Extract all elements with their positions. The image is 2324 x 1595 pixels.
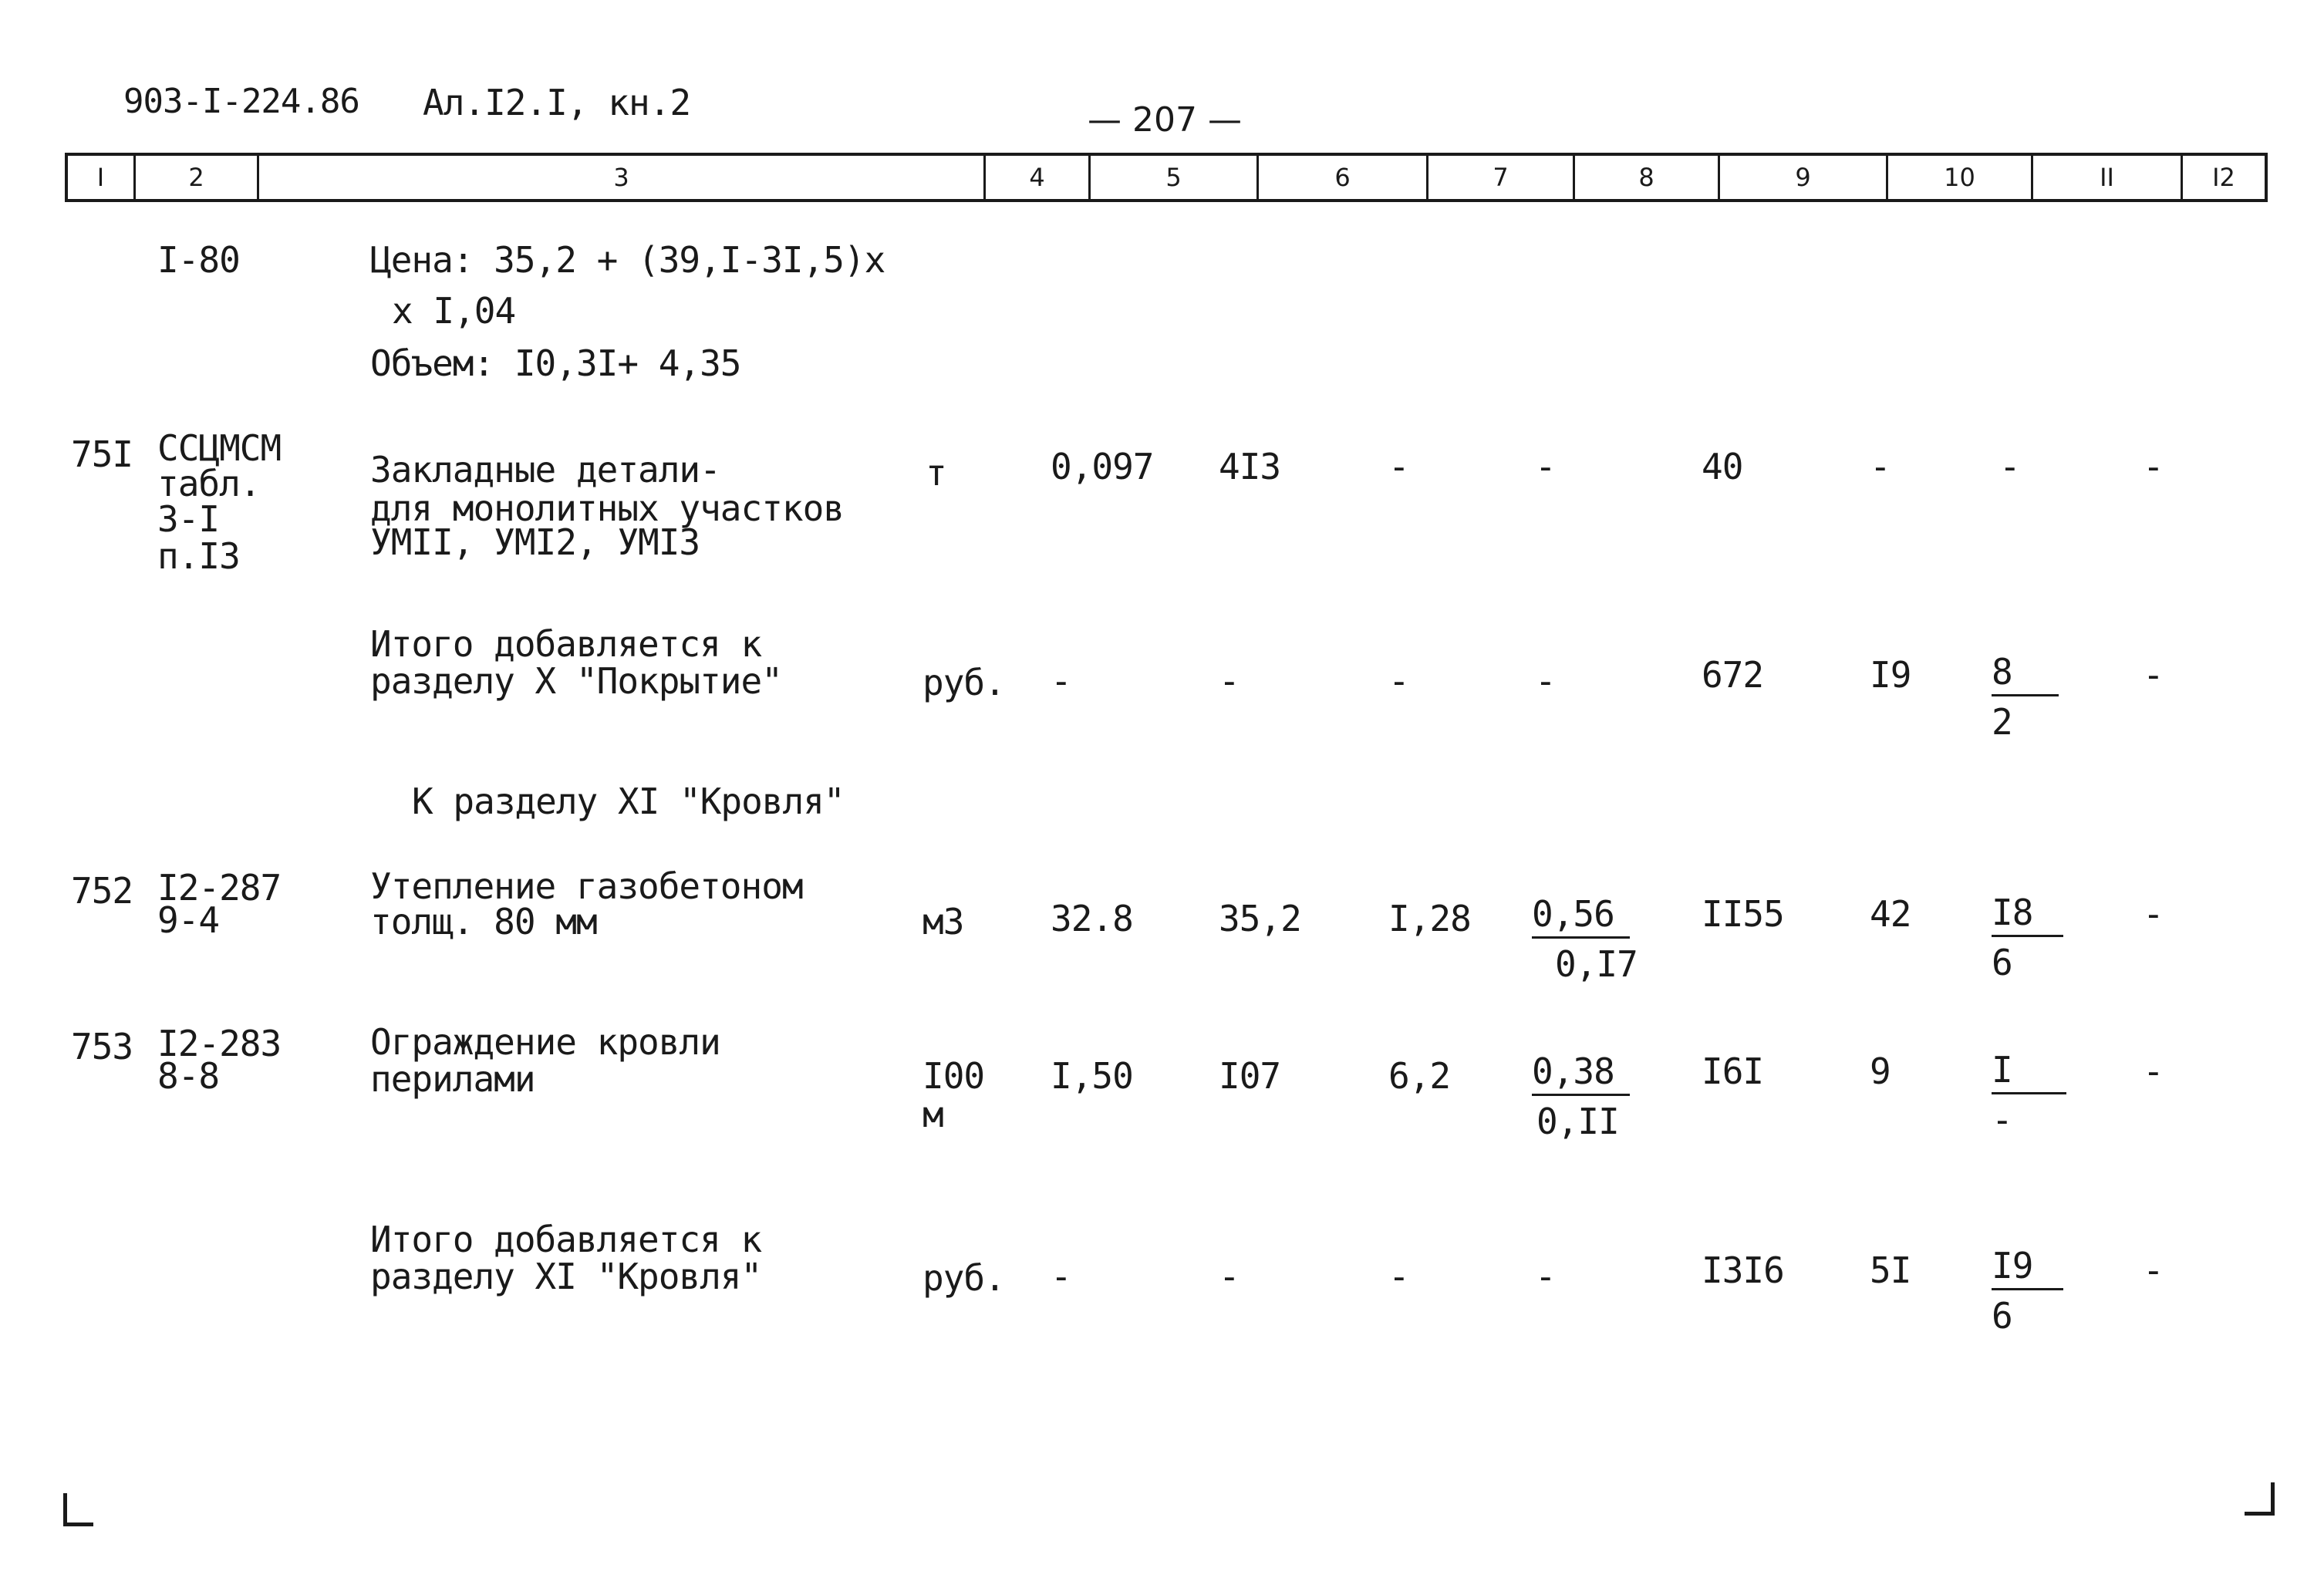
fraction-numerator: 8 <box>1992 654 2059 696</box>
column-number: 7 <box>1428 156 1575 199</box>
item-name: Ограждение кровли <box>370 1021 720 1063</box>
cell-col5: I,50 <box>1051 1055 1133 1097</box>
cell-col11-fraction <box>1992 892 2063 983</box>
cell-col7: I,28 <box>1388 898 1471 939</box>
column-number: II <box>2033 156 2183 199</box>
cell-col5: - <box>1051 660 1071 702</box>
unit: м3 <box>923 901 964 942</box>
album-reference: Ал.I2.I, кн.2 <box>423 82 691 123</box>
price-formula-line-1: Цена: 35,2 + (39,I-3I,5)x <box>370 239 885 281</box>
column-number: 8 <box>1575 156 1720 199</box>
fraction-numerator: I8 <box>1992 895 2063 937</box>
cell-col10: 9 <box>1870 1050 1891 1092</box>
cell-col8-fraction <box>1532 893 1638 985</box>
fraction-numerator: I <box>1992 1052 2066 1094</box>
column-number: I2 <box>2212 163 2235 192</box>
norm-reference: табл. <box>157 463 261 504</box>
price-formula-line-2: x I,04 <box>392 290 516 332</box>
column-number: 10 <box>1888 156 2033 199</box>
fraction-denominator: 0,II <box>1536 1101 1619 1142</box>
cell-col7: - <box>1388 1256 1409 1297</box>
column-number: 5 <box>1091 156 1259 199</box>
norm-reference: 3-I <box>157 498 220 540</box>
cell-col9: II55 <box>1702 893 1784 935</box>
cell-col12: - <box>2143 446 2164 487</box>
unit: м <box>923 1094 943 1135</box>
price-note-ref: I-80 <box>157 239 240 281</box>
column-number: 6 <box>1259 156 1428 199</box>
cell-col12: - <box>2143 1050 2164 1092</box>
norm-reference: 9-4 <box>157 899 220 941</box>
cell-col11-fraction <box>1992 1049 2066 1141</box>
unit: I00 <box>923 1055 985 1097</box>
fraction-numerator: 0,38 <box>1532 1054 1630 1096</box>
cell-col5: - <box>1051 1256 1071 1297</box>
cell-col5: 0,097 <box>1051 446 1154 487</box>
unit: руб. <box>923 662 1005 703</box>
row-number: 753 <box>71 1026 133 1067</box>
cell-col9: I6I <box>1702 1050 1764 1092</box>
norm-reference: I2-287 <box>157 867 282 909</box>
cell-col8-fraction <box>1532 1050 1630 1142</box>
cell-col12: - <box>2143 893 2164 935</box>
cell-col10: 5I <box>1870 1249 1911 1291</box>
column-number: 9 <box>1720 156 1888 199</box>
column-number: I <box>68 156 136 199</box>
item-name: для монолитных участков <box>370 487 844 529</box>
cell-col6: I07 <box>1219 1055 1281 1097</box>
volume-formula: Объем: I0,3I+ 4,35 <box>370 342 741 384</box>
subtotal-label: разделу X "Покрытие" <box>370 660 782 702</box>
section-title: К разделу XI "Кровля" <box>412 781 845 822</box>
cell-col9: I3I6 <box>1702 1249 1784 1291</box>
item-name: Закладные детали- <box>370 449 720 491</box>
fraction-denominator: 6 <box>1992 1295 2012 1337</box>
norm-reference: I2-283 <box>157 1023 282 1064</box>
fraction-denominator: 6 <box>1992 942 2012 983</box>
item-name: перилами <box>370 1058 535 1100</box>
norm-reference: ССЦМСМ <box>157 427 282 469</box>
corner-mark-bottom-left <box>63 1493 93 1526</box>
cell-col9: 672 <box>1702 654 1764 696</box>
unit: т <box>926 452 946 494</box>
cell-col12: - <box>2143 1249 2164 1291</box>
subtotal-label: разделу XI "Кровля" <box>370 1256 762 1297</box>
cell-col10: - <box>1870 446 1891 487</box>
cell-col7: - <box>1388 660 1409 702</box>
subtotal-label: Итого добавляется к <box>370 1219 762 1260</box>
norm-reference: 8-8 <box>157 1055 220 1097</box>
cell-col5: 32.8 <box>1051 898 1133 939</box>
cell-col9: 40 <box>1702 446 1743 487</box>
cell-col12: - <box>2143 654 2164 696</box>
cell-col11-fraction <box>1992 651 2059 743</box>
cell-col6: - <box>1219 1256 1240 1297</box>
cell-col10: 42 <box>1870 893 1911 935</box>
cell-col6: 35,2 <box>1219 898 1301 939</box>
column-number-ruler <box>65 153 2268 202</box>
item-name: УМII, УМI2, УМI3 <box>370 521 700 563</box>
row-number: 75I <box>71 433 133 475</box>
cell-col7: - <box>1388 446 1409 487</box>
cell-col8: - <box>1535 660 1556 702</box>
cell-col6: 4I3 <box>1219 446 1281 487</box>
column-number: 2 <box>136 156 259 199</box>
row-number: 752 <box>71 870 133 912</box>
item-name: толщ. 80 мм <box>370 901 597 942</box>
page-number: — 207 — <box>1088 100 1242 140</box>
cell-col11-fraction <box>1992 1245 2063 1337</box>
cell-col8: - <box>1535 446 1556 487</box>
unit: руб. <box>923 1257 1005 1299</box>
fraction-denominator: 2 <box>1992 701 2012 743</box>
subtotal-label: Итого добавляется к <box>370 623 762 665</box>
item-name: Утепление газобетоном <box>370 865 803 907</box>
corner-mark-bottom-right <box>2245 1482 2275 1516</box>
cell-col7: 6,2 <box>1388 1055 1451 1097</box>
cell-col10: I9 <box>1870 654 1911 696</box>
cell-col11: - <box>1999 446 2020 487</box>
cell-col6: - <box>1219 660 1240 702</box>
column-number: 4 <box>986 156 1091 199</box>
cell-col8: - <box>1535 1256 1556 1297</box>
fraction-denominator: 0,I7 <box>1555 943 1638 985</box>
fraction-numerator: I9 <box>1992 1248 2063 1290</box>
fraction-denominator: - <box>1992 1099 2012 1141</box>
document-code: 90З-I-224.86 <box>123 82 359 121</box>
fraction-numerator: 0,56 <box>1532 896 1630 939</box>
norm-reference: п.I3 <box>157 535 240 577</box>
column-number: 3 <box>259 156 986 199</box>
